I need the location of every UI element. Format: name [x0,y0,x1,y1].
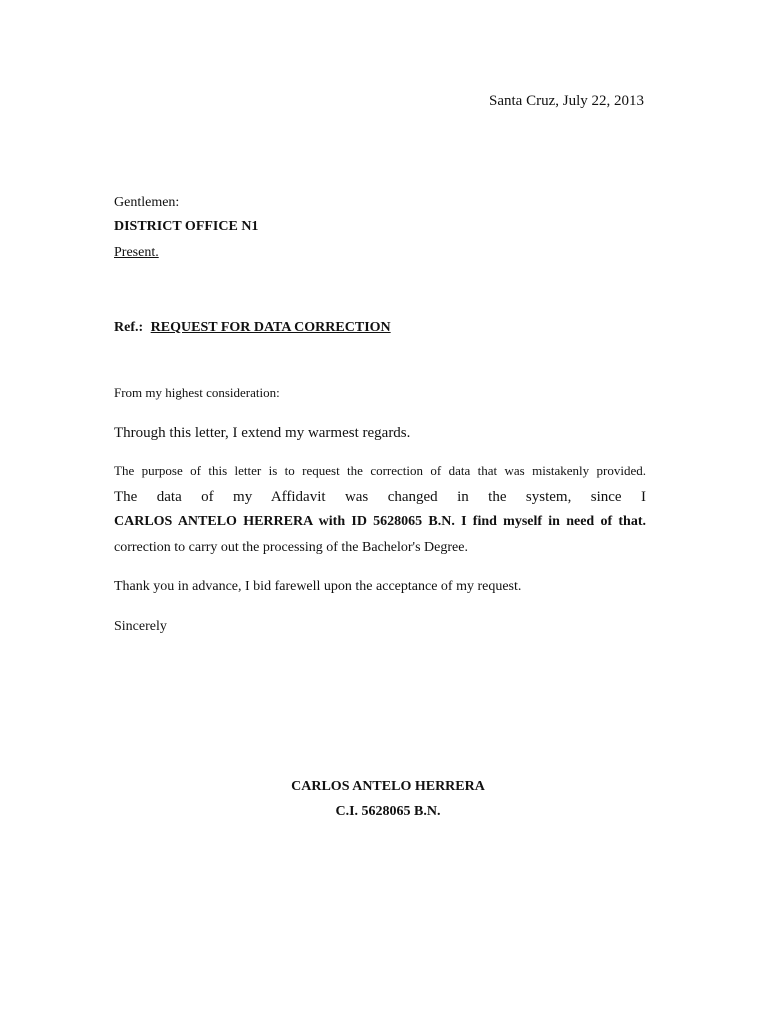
thanks-line: Thank you in advance, I bid farewell upon the acceptance of my request. [114,579,522,594]
present-line: Present. [114,245,159,260]
signature-id: C.I. 5628065 B.N. [335,804,441,819]
date-line: Santa Cruz, July 22, 2013 [489,93,644,109]
closing: Sincerely [114,619,167,634]
body-line-1: The purpose of this letter is to request the correction of data that was mistakenly provided. [114,463,646,478]
salutation: From my highest consideration: [114,385,280,400]
body-line-4: correction to carry out the processing of the Bachelor's Degree. [114,540,468,555]
reference-line [114,321,447,335]
regards-line: Through this letter, I extend my warmest regards. [114,425,411,441]
body-line-2: The data of my Affidavit was changed in the system, since I [114,489,646,505]
reference-subject: REQUEST FOR DATA CORRECTION [150,320,391,335]
reference-label: Ref.: [114,320,144,335]
body-line-3: CARLOS ANTELO HERRERA with ID 5628065 B.N. I find myself in need of that. [114,514,646,529]
greeting: Gentlemen: [114,195,180,210]
recipient-office: DISTRICT OFFICE N1 [114,219,259,234]
signature-name: CARLOS ANTELO HERRERA [291,779,485,794]
